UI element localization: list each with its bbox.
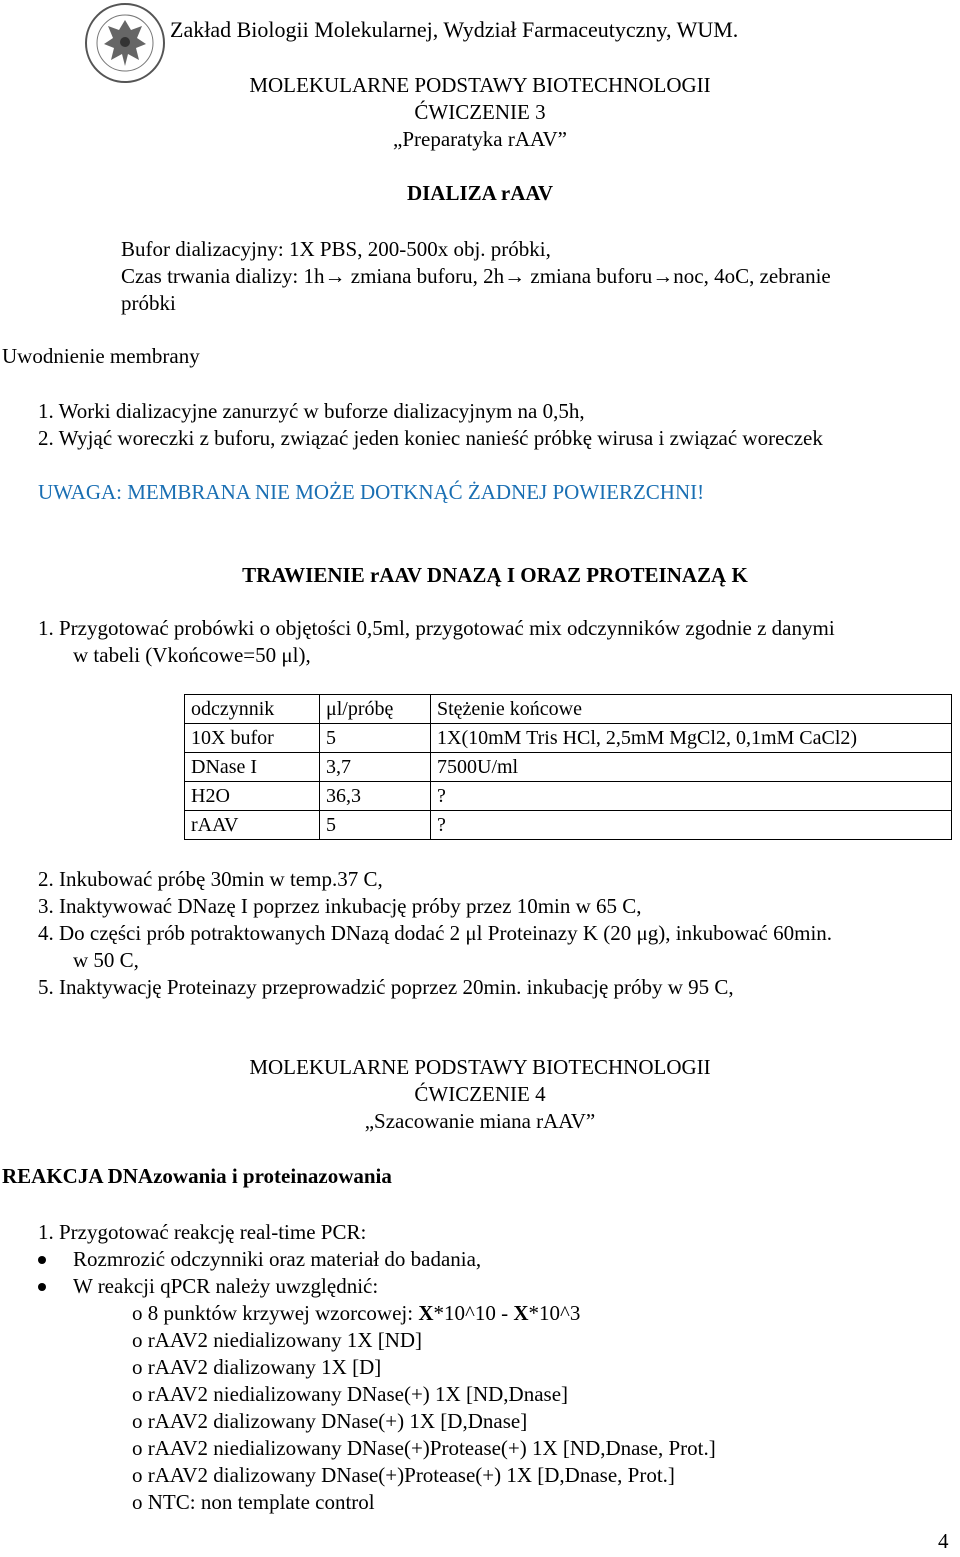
digest-step-cont: w tabeli (Vkońcowe=50 μl), bbox=[73, 643, 311, 667]
arrow-right-icon: → bbox=[324, 264, 346, 288]
table-cell: 5 bbox=[320, 811, 431, 840]
exercise-number: ĆWICZENIE 3 bbox=[414, 100, 546, 124]
sample-item: o rAAV2 niedializowany 1X [ND] bbox=[132, 1328, 423, 1352]
warning-text: UWAGA: MEMBRANA NIE MOŻE DOTKNĄĆ ŻADNEJ POWIERZCHNI! bbox=[38, 480, 705, 504]
table-cell: 10X bufor bbox=[185, 724, 320, 753]
buffer-line: Bufor dializacyjny: 1X PBS, 200-500x obj. próbki, bbox=[121, 237, 551, 261]
sample-item: o rAAV2 dializowany DNase(+)Protease(+) 1X [D,Dnase, Prot.] bbox=[132, 1463, 675, 1487]
table-header-cell: odczynnik bbox=[185, 695, 320, 724]
table-header-row bbox=[185, 695, 952, 724]
table-header-cell: Stężenie końcowe bbox=[431, 695, 952, 724]
digest-step: 4. Do części prób potraktowanych DNazą dodać 2 μl Proteinazy K (20 μg), inkubować 60min. bbox=[38, 921, 833, 945]
course-title-2: MOLEKULARNE PODSTAWY BIOTECHNOLOGII bbox=[249, 1055, 711, 1079]
table-header-cell: μl/próbę bbox=[320, 695, 431, 724]
table-cell: 5 bbox=[320, 724, 431, 753]
digest-step: 1. Przygotować probówki o objętości 0,5ml, przygotować mix odczynników zgodnie z danymi bbox=[38, 616, 835, 640]
table-cell: rAAV bbox=[185, 811, 320, 840]
bullet-icon bbox=[38, 1283, 46, 1291]
dialysis-heading: DIALIZA rAAV bbox=[406, 181, 554, 205]
table-row bbox=[185, 782, 952, 811]
page-number: 4 bbox=[938, 1529, 949, 1553]
digest-step: 5. Inaktywację Proteinazy przeprowadzić poprzez 20min. inkubację próby w 95 C, bbox=[38, 975, 734, 999]
table-cell: ? bbox=[431, 811, 952, 840]
table-cell: 3,7 bbox=[320, 753, 431, 782]
sample-item: o NTC: non template control bbox=[132, 1490, 375, 1514]
arrow-right-icon: → bbox=[652, 264, 674, 288]
table-cell: DNase I bbox=[185, 753, 320, 782]
institution-header: Zakład Biologii Molekularnej, Wydział Farmaceutyczny, WUM. bbox=[170, 17, 739, 42]
pcr-step: 1. Przygotować reakcję real-time PCR: bbox=[38, 1220, 367, 1244]
dialysis-step: 1. Worki dializacyjne zanurzyć w buforze dializacyjnym na 0,5h, bbox=[38, 399, 585, 423]
sample-item: o rAAV2 niedializowany DNase(+) 1X [ND,Dnase] bbox=[132, 1382, 569, 1406]
digest-step: 2. Inkubować próbę 30min w temp.37 C, bbox=[38, 867, 383, 891]
exercise-subtitle: „Preparatyka rAAV” bbox=[393, 127, 567, 151]
arrow-right-icon: → bbox=[504, 264, 526, 288]
table-row bbox=[185, 724, 952, 753]
table-cell: H2O bbox=[185, 782, 320, 811]
exercise-number-2: ĆWICZENIE 4 bbox=[414, 1082, 546, 1106]
course-title: MOLEKULARNE PODSTAWY BIOTECHNOLOGII bbox=[249, 73, 711, 97]
table-row bbox=[185, 753, 952, 782]
duration-line: Czas trwania dializy: 1h→ zmiana buforu, 2h→ zmiana buforu→noc, 4oC, zebranie bbox=[121, 264, 831, 288]
bullet-item: Rozmrozić odczynniki oraz materiał do badania, bbox=[73, 1247, 482, 1271]
sample-item: o rAAV2 dializowany DNase(+) 1X [D,Dnase] bbox=[132, 1409, 528, 1433]
digest-step: 3. Inaktywować DNazę I poprzez inkubację próby przez 10min w 65 C, bbox=[38, 894, 642, 918]
sample-item: o rAAV2 dializowany 1X [D] bbox=[132, 1355, 382, 1379]
membrane-heading: Uwodnienie membrany bbox=[2, 344, 200, 368]
reagent-table bbox=[184, 694, 952, 840]
sample-item: o 8 punktów krzywej wzorcowej: X*10^10 - X*10^3 bbox=[132, 1301, 581, 1325]
dialysis-step: 2. Wyjąć woreczki z buforu, związać jeden koniec nanieść próbkę wirusa i związać woreczek bbox=[38, 426, 823, 450]
bullet-item: W reakcji qPCR należy uwzględnić: bbox=[73, 1274, 379, 1298]
digest-heading: TRAWIENIE rAAV DNAZĄ I ORAZ PROTEINAZĄ K bbox=[242, 563, 748, 587]
table-cell: 7500U/ml bbox=[431, 753, 952, 782]
digest-step-cont: w 50 C, bbox=[73, 948, 139, 972]
bullet-icon bbox=[38, 1256, 46, 1264]
table-cell: ? bbox=[431, 782, 952, 811]
table-row bbox=[185, 811, 952, 840]
table-cell: 36,3 bbox=[320, 782, 431, 811]
sample-item: o rAAV2 niedializowany DNase(+)Protease(+) 1X [ND,Dnase, Prot.] bbox=[132, 1436, 716, 1460]
university-seal-logo bbox=[84, 2, 166, 84]
exercise-subtitle-2: „Szacowanie miana rAAV” bbox=[364, 1109, 596, 1133]
reaction-heading: REAKCJA DNAzowania i proteinazowania bbox=[2, 1164, 392, 1188]
table-cell: 1X(10mM Tris HCl, 2,5mM MgCl2, 0,1mM CaCl2) bbox=[431, 724, 952, 753]
duration-line-cont: próbki bbox=[121, 291, 176, 315]
